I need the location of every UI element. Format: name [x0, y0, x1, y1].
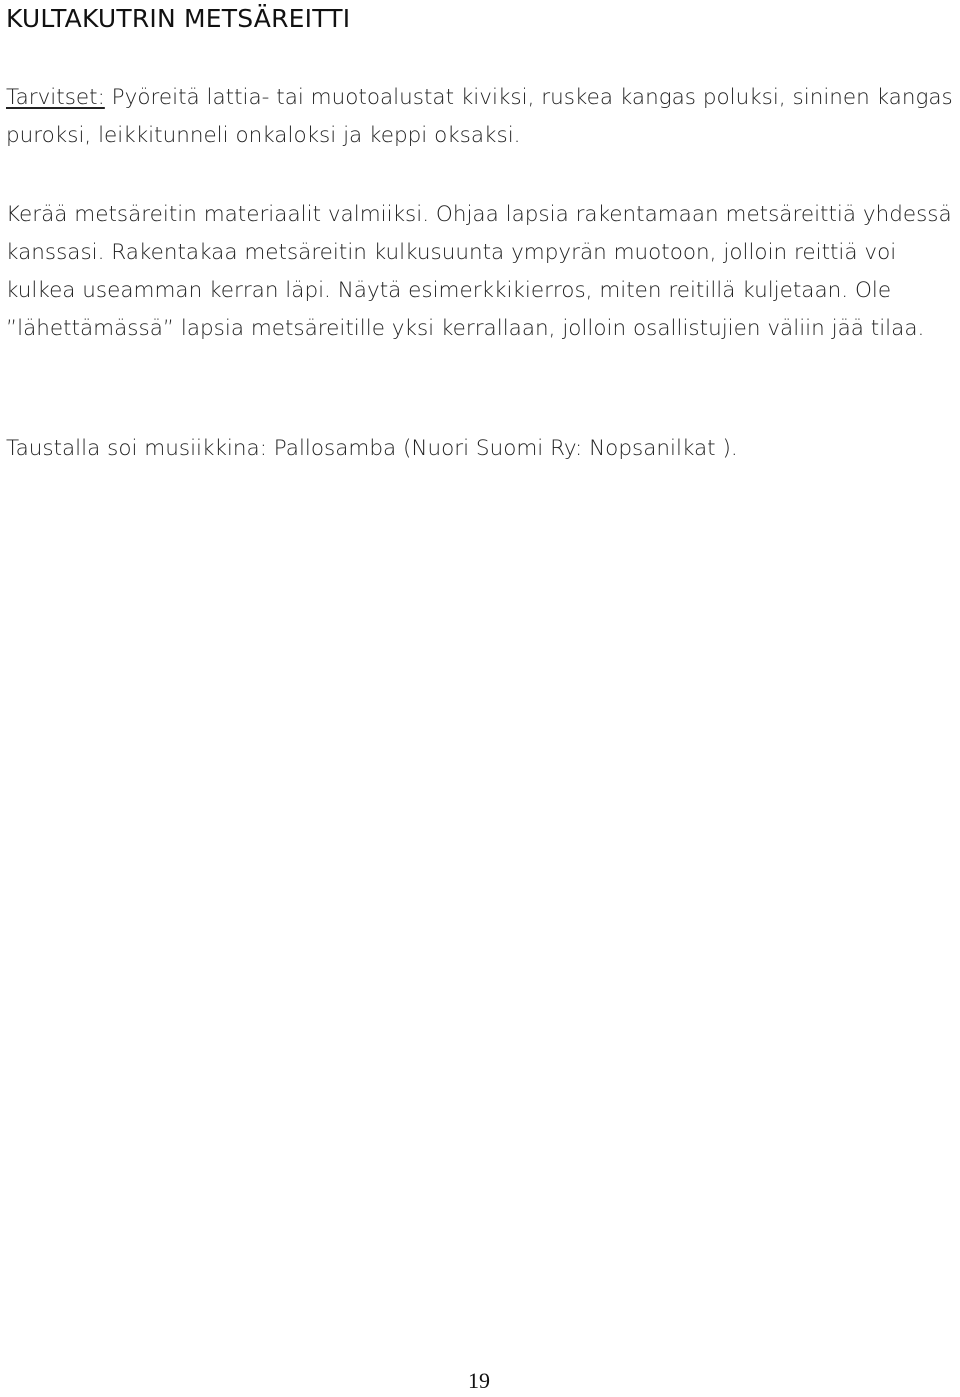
music-paragraph: Taustalla soi musiikkina: Pallosamba (Nuori Suomi Ry: Nopsanilkat ). [6, 436, 738, 461]
materials-paragraph [6, 79, 956, 155]
document-title: KULTAKUTRIN METSÄREITTI [6, 4, 351, 33]
materials-text: Pyöreitä lattia- tai muotoalustat kiviksi, ruskea kangas poluksi, sininen kangas puroksi, leikkitunneli onkaloksi ja keppi oksaksi. [6, 85, 953, 148]
instructions-paragraph: Kerää metsäreitin materiaalit valmiiksi. Ohjaa lapsia rakentamaan metsäreittiä yhdessä kanssasi. Rakentakaa metsäreitin kulkusuunta ympyrän muotoon, jolloin reittiä voi kulkea useamman kerran läpi. Näytä esimerkkikierros, miten reitillä kuljetaan. Ole ”lähettämässä” lapsia metsäreitille yksi kerrallaan, jolloin osallistujien väliin jää tilaa. [6, 202, 952, 341]
materials-label: Tarvitset: [6, 85, 105, 110]
page-number: 19 [468, 1368, 490, 1393]
